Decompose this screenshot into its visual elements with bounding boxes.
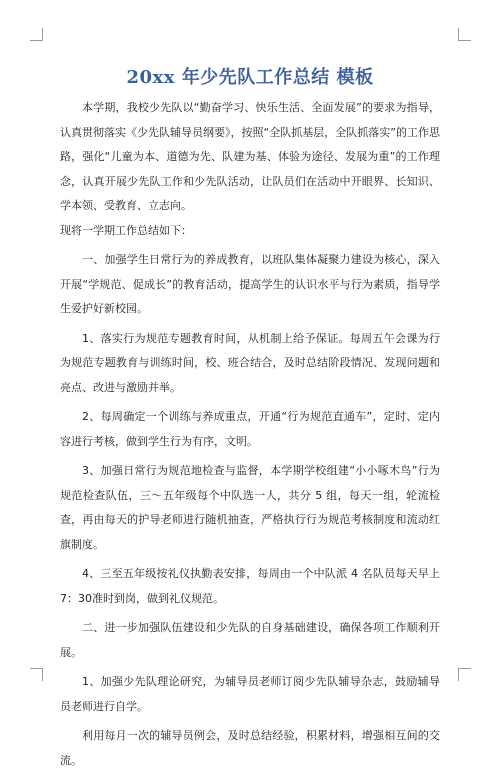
crop-mark-top-left xyxy=(30,28,43,41)
paragraph-section-two: 二、进一步加强队伍建设和少先队的自身基础建设，确保各项工作顺利开展。 xyxy=(60,621,440,659)
paragraph-section-one: 一、加强学生日常行为的养成教育，以班队集体凝聚力建设为核心，深入开展“学规范、促成长”的教育活动，提高学生的认识水平与行为素质，指导学生爱护好新校园。 xyxy=(60,253,440,315)
crop-mark-bottom-right xyxy=(458,668,471,681)
paragraph-item-4: 4、三至五年级按礼仪执勤表安排，每周由一个中队派 4 名队员每天早上 7：30准时到岗，做到礼仪规范。 xyxy=(60,567,440,605)
paragraph-intro: 本学期，我校少先队以“勤奋学习、快乐生活、全面发展”的要求为指导，认真贯彻落实《少先队辅导员纲要》，按照“全队抓基层，全队抓落实”的工作思路，强化“儿童为本、道德为先、队建为基、体验为途径、发展为重”的工作理念，认真开展少先队工作和少先队活动，让队员们在活动中开眼界、长知识、学本领、受教育、立志向。 xyxy=(60,101,440,212)
crop-mark-top-right xyxy=(458,28,471,41)
document-title: 20xx 年少先队工作总结 模板 xyxy=(126,67,374,88)
paragraph-item-1: 1、落实行为规范专题教育时间，从机制上给予保证。每周五午会课为行为规范专题教育与训练时间，校、班合结合，及时总结阶段情况、发现问题和亮点、改进与激励并举。 xyxy=(60,331,440,394)
paragraph-item-3: 3、加强日常行为规范地检查与监督，本学期学校组建“小小啄木鸟”行为规范检查队伍，三～五年级每个中队选一人，共分 5 组，每天一组，轮流检查，再由每天的护导老师进行随机抽查，严格执行行为规范考核制度和流动红旗制度。 xyxy=(60,464,440,551)
paragraph-item-2: 2、每周确定一个训练与养成重点，开通“行为规范直通车”，定时、定内容进行考核，做到学生行为有序，文明。 xyxy=(60,410,440,448)
paragraph-item-2-1-cont: 利用每月一次的辅导员例会，及时总结经验，积累材料，增强相互间的交流。 xyxy=(60,729,440,767)
document-body xyxy=(60,96,440,773)
crop-mark-bottom-left xyxy=(30,668,43,681)
paragraph-summary-lead: 现将一学期工作总结如下： xyxy=(60,223,192,237)
paragraph-item-2-1: 1、加强少先队理论研究，为辅导员老师订阅少先队辅导杂志，鼓励辅导员老师进行自学。 xyxy=(60,675,440,713)
